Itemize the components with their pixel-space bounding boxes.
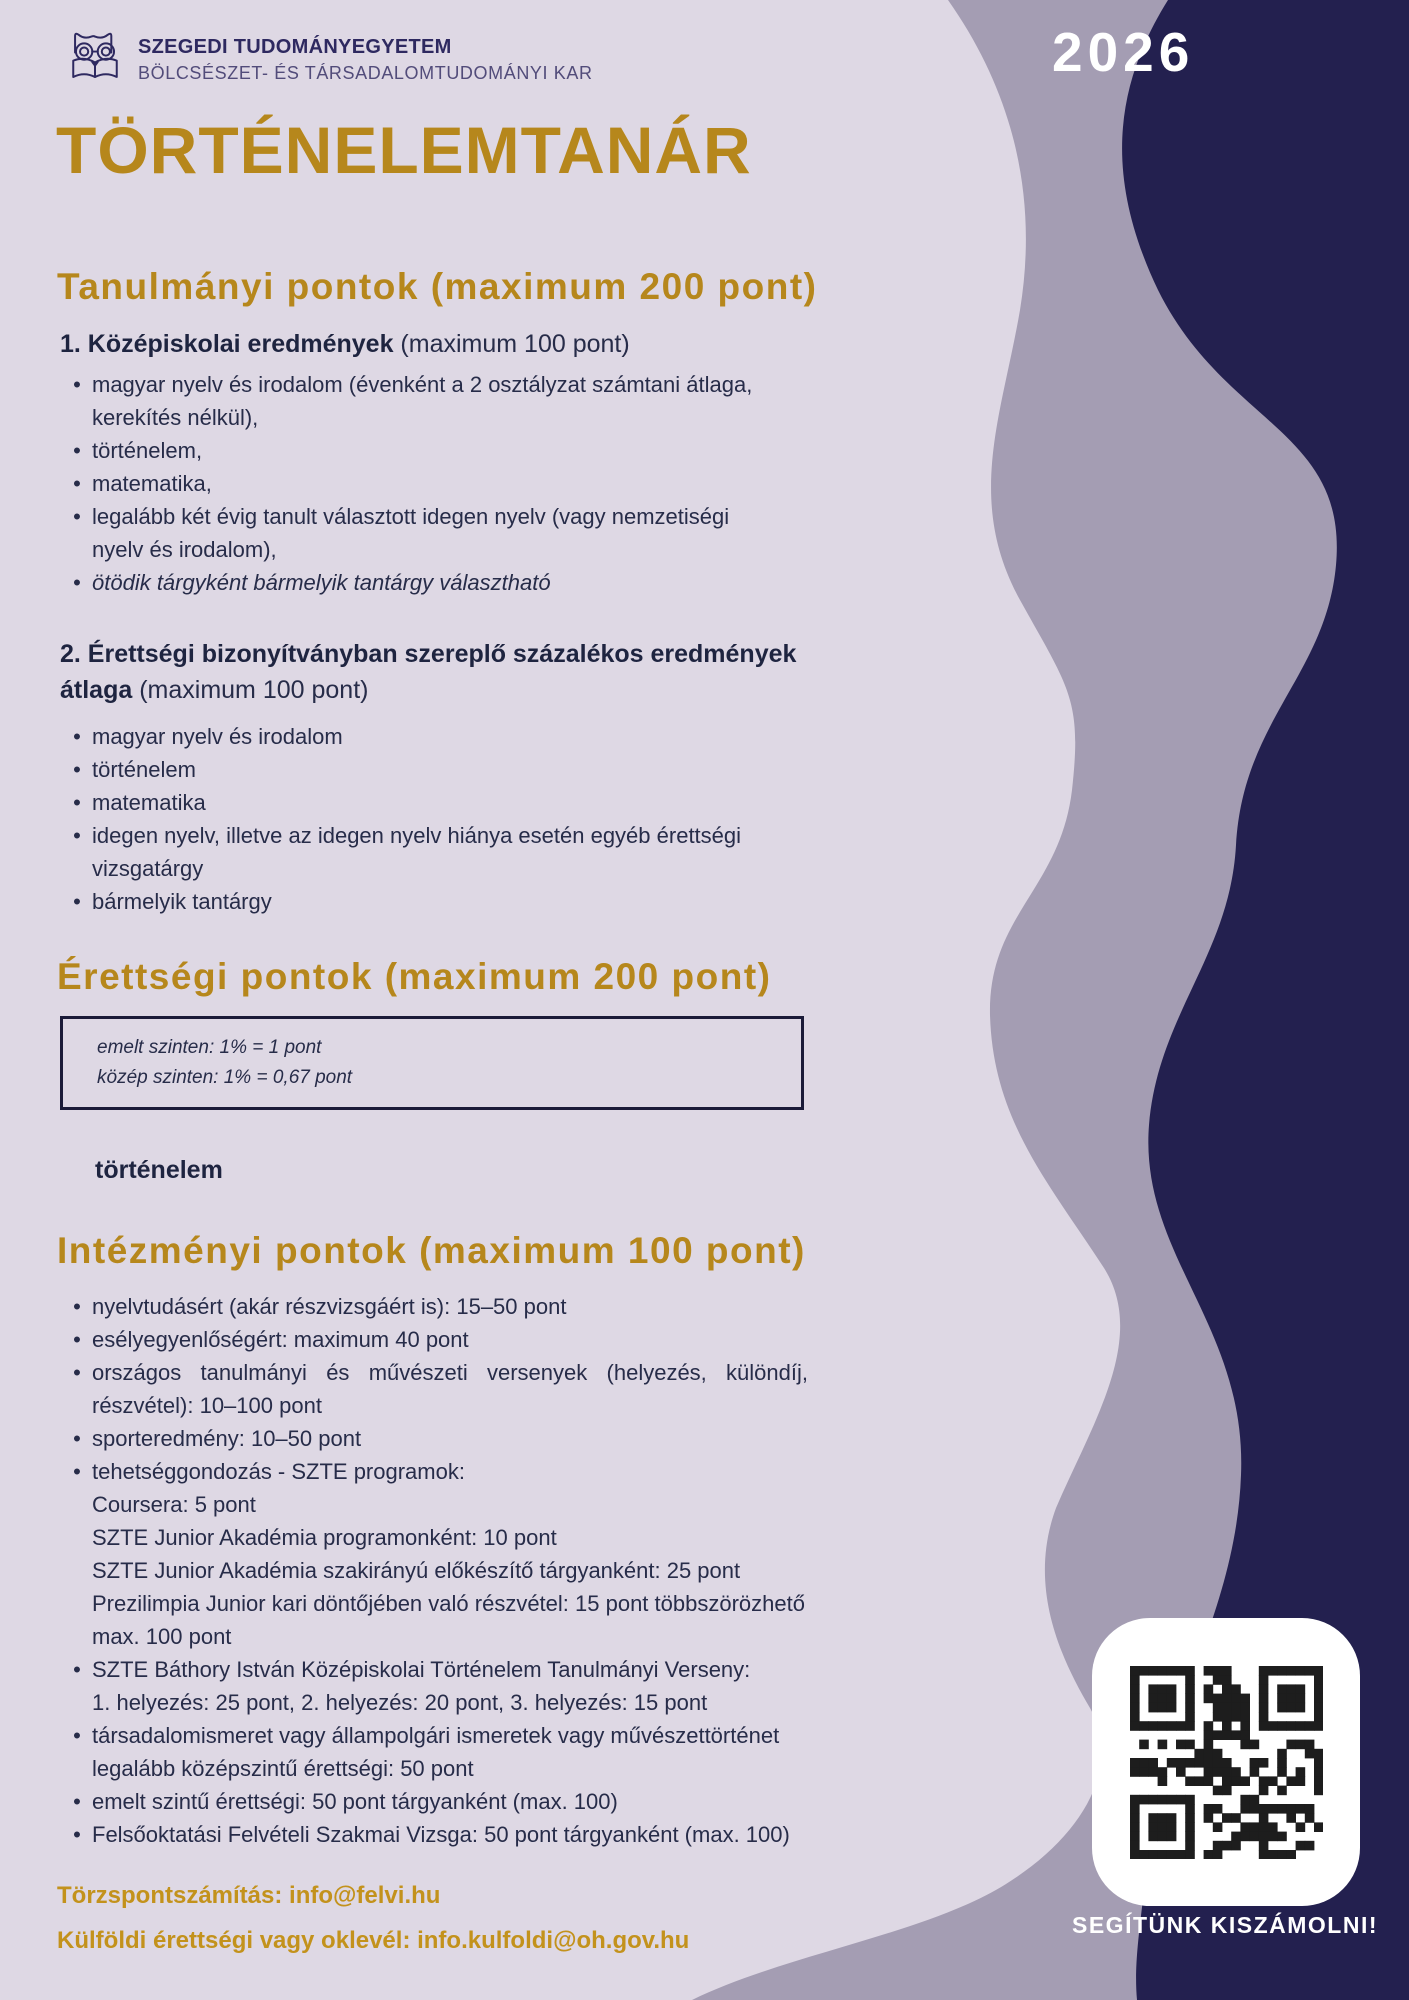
list-item-text: idegen nyelv, illetve az idegen nyelv hiánya esetén egyéb érettségi (92, 823, 742, 848)
bullet-icon: • (73, 570, 81, 595)
rule-emelt: emelt szinten: 1% = 1 pont (97, 1037, 322, 1058)
subsection-erettsegi-line2-bold: átlaga (60, 676, 133, 704)
bullet-icon: • (73, 724, 81, 749)
list-item-text: SZTE Báthory István Középiskolai Történelem Tanulmányi Verseny: (92, 1657, 751, 1682)
bullet-icon: • (73, 438, 81, 463)
exam-subject: történelem (95, 1156, 223, 1184)
list-item (62, 1422, 808, 1455)
points-rule-box (60, 1016, 804, 1110)
year-badge: 2026 (1052, 21, 1195, 83)
list-item (62, 566, 752, 599)
qr-caption: SEGÍTÜNK KISZÁMOLNI! (1072, 1912, 1378, 1938)
section-heading-erettsegi: Érettségi pontok (maximum 200 pont) (57, 956, 772, 997)
list-item-text: max. 100 pont (92, 1624, 232, 1649)
list-item-text: magyar nyelv és irodalom (évenként a 2 osztályzat számtani átlaga, (92, 372, 753, 397)
bullet-icon: • (73, 504, 81, 529)
list-item-text: esélyegyenlőségért: maximum 40 pont (92, 1327, 469, 1352)
list-item-text: Prezilimpia Junior kari döntőjében való részvétel: 15 pont többszörözhető (92, 1591, 805, 1616)
list-item (62, 1389, 808, 1422)
list-item-text: legalább középszintű érettségi: 50 pont (92, 1756, 474, 1781)
list-item (62, 786, 741, 819)
rule-kozep: közép szinten: 1% = 0,67 pont (97, 1067, 353, 1088)
list-item (62, 1290, 808, 1323)
subsection-erettsegi-line1: 2. Érettségi bizonyítványban szereplő százalékos eredmények (60, 640, 797, 668)
bullet-icon: • (73, 823, 81, 848)
subsection-kozepiskolai-normal: (maximum 100 pont) (393, 330, 630, 358)
list-item (62, 533, 752, 566)
list-item (62, 885, 741, 918)
list-item (62, 1719, 808, 1752)
subsection-erettsegi-bizonyitvany (60, 636, 796, 708)
list-item-text: bármelyik tantárgy (92, 889, 272, 914)
bullet-icon: • (73, 1723, 81, 1748)
list-item-text: 1. helyezés: 25 pont, 2. helyezés: 20 pont, 3. helyezés: 15 pont (92, 1690, 708, 1715)
bullet-icon: • (73, 1789, 81, 1814)
list-item-text: történelem (92, 757, 196, 782)
bullet-icon: • (73, 889, 81, 914)
logo-university-name: SZEGEDI TUDOMÁNYEGYETEM (138, 35, 452, 58)
list-item-text: országos tanulmányi és művészeti versenyek (helyezés, különdíj, (92, 1360, 808, 1385)
list-kozepiskolai (62, 368, 752, 599)
list-erettsegi-targyak (62, 720, 741, 918)
list-item-text: matematika (92, 790, 206, 815)
list-item-text: nyelv és irodalom), (92, 537, 277, 562)
list-item (62, 368, 752, 401)
list-item (62, 819, 741, 852)
list-intezmenyi (62, 1290, 808, 1851)
list-item-text: társadalomismeret vagy állampolgári ismeretek vagy művészettörténet (92, 1723, 780, 1748)
subsection-erettsegi-line2-normal: (maximum 100 pont) (132, 676, 369, 704)
bullet-icon: • (73, 1327, 81, 1352)
logo-text (138, 36, 593, 84)
qr-code (1130, 1666, 1323, 1864)
list-item-text: legalább két évig tanult választott idegen nyelv (vagy nemzetiségi (92, 504, 730, 529)
bullet-icon: • (73, 1360, 81, 1385)
bullet-icon: • (73, 1822, 81, 1847)
list-item (62, 1818, 808, 1851)
bullet-icon: • (73, 790, 81, 815)
list-item-text: magyar nyelv és irodalom (92, 724, 343, 749)
list-item (62, 1521, 808, 1554)
list-item-text: nyelvtudásért (akár részvizsgáért is): 15–50 pont (92, 1294, 567, 1319)
bullet-icon: • (73, 471, 81, 496)
list-item-text: Coursera: 5 pont (92, 1492, 256, 1517)
list-item-text: matematika, (92, 471, 212, 496)
list-item (62, 753, 741, 786)
list-item (62, 1620, 808, 1653)
list-item-text: SZTE Junior Akadémia szakirányú előkészítő tárgyanként: 25 pont (92, 1558, 741, 1583)
bullet-icon: • (73, 757, 81, 782)
section-heading-tanulmanyi: Tanulmányi pontok (maximum 200 pont) (57, 266, 818, 307)
bullet-icon: • (73, 372, 81, 397)
bullet-icon: • (73, 1426, 81, 1451)
footer-contact-felvi: Törzspontszámítás: info@felvi.hu (57, 1882, 441, 1909)
bullet-icon: • (73, 1657, 81, 1682)
list-item-text: részvétel): 10–100 pont (92, 1393, 322, 1418)
list-item-text: ötödik tárgyként bármelyik tantárgy választható (92, 570, 551, 595)
list-item (62, 1356, 808, 1389)
list-item (62, 467, 752, 500)
list-item-text: SZTE Junior Akadémia programonként: 10 pont (92, 1525, 557, 1550)
list-item-text: kerekítés nélkül), (92, 405, 259, 430)
list-item (62, 401, 752, 434)
list-item-text: tehetséggondozás - SZTE programok: (92, 1459, 465, 1484)
bullet-icon: • (73, 1294, 81, 1319)
qr-card (1092, 1618, 1360, 1906)
subsection-kozepiskolai (60, 326, 630, 362)
list-item (62, 1752, 808, 1785)
list-item (62, 1323, 808, 1356)
section-heading-intezmenyi: Intézményi pontok (maximum 100 pont) (57, 1230, 806, 1271)
list-item (62, 1587, 808, 1620)
list-item (62, 852, 741, 885)
page-title: TÖRTÉNELEMTANÁR (56, 113, 752, 187)
list-item (62, 500, 752, 533)
list-item (62, 434, 752, 467)
list-item (62, 1455, 808, 1488)
list-item-text: Felsőoktatási Felvételi Szakmai Vizsga: 50 pont tárgyanként (max. 100) (92, 1822, 790, 1847)
logo-faculty-name: BÖLCSÉSZET- ÉS TÁRSADALOMTUDOMÁNYI KAR (138, 62, 593, 83)
list-item (62, 1488, 808, 1521)
owl-book-icon (66, 28, 124, 91)
bullet-icon: • (73, 1459, 81, 1484)
list-item (62, 1785, 808, 1818)
list-item (62, 720, 741, 753)
footer-contact-kulfoldi: Külföldi érettségi vagy oklevél: info.kulfoldi@oh.gov.hu (57, 1927, 690, 1954)
subsection-kozepiskolai-bold: 1. Középiskolai eredmények (60, 330, 394, 358)
list-item-text: vizsgatárgy (92, 856, 204, 881)
list-item-text: emelt szintű érettségi: 50 pont tárgyanként (max. 100) (92, 1789, 618, 1814)
list-item (62, 1653, 808, 1686)
university-logo (66, 28, 593, 91)
list-item-text: történelem, (92, 438, 203, 463)
list-item (62, 1686, 808, 1719)
list-item-text: sporteredmény: 10–50 pont (92, 1426, 362, 1451)
list-item (62, 1554, 808, 1587)
